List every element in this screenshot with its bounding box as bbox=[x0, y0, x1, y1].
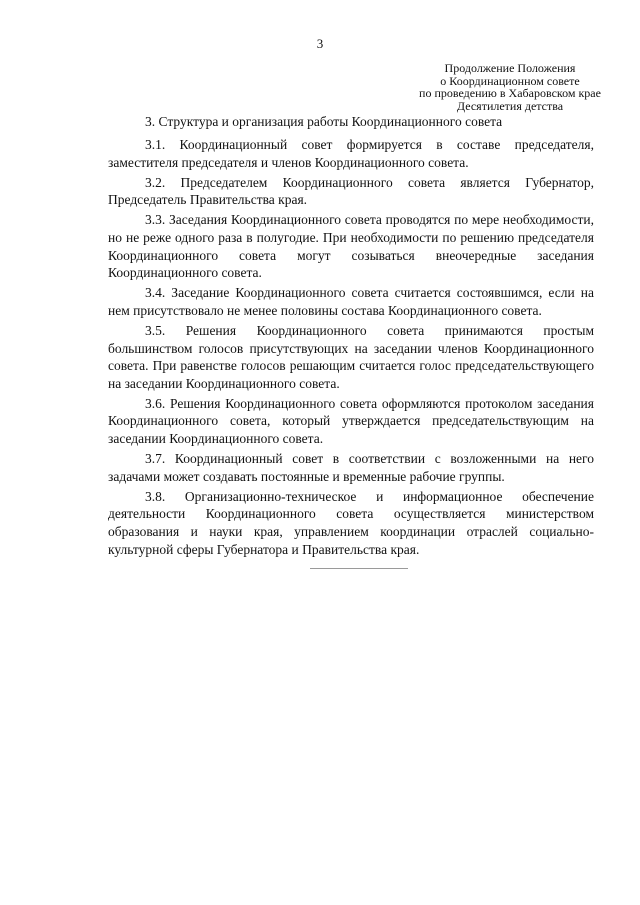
header-line: Десятилетия детства bbox=[456, 98, 564, 113]
end-divider bbox=[310, 568, 408, 569]
paragraph-3-5: 3.5. Решения Координационного совета принимаются простым большинством голосов присутствующих на заседании членов Координационного совета. При равенстве голосов решающим считается голос председательствующего на заседании Координационного совета. bbox=[108, 322, 594, 391]
section-body bbox=[108, 136, 594, 561]
paragraph-3-3: 3.3. Заседания Координационного совета проводятся по мере необходимости, но не реже одного раза в полугодие. При необходимости по решению председателя Координационного совета могут созываться внеочередные заседания Координационного совета. bbox=[108, 212, 594, 281]
page-number: 3 bbox=[316, 36, 324, 51]
header-line: Продолжение Положения bbox=[444, 61, 576, 75]
section-heading: 3. Структура и организация работы Координационного совета bbox=[145, 114, 503, 129]
header-line: по проведению в Хабаровском крае bbox=[419, 86, 601, 100]
document-header bbox=[400, 62, 620, 112]
paragraph-3-7: 3.7. Координационный совет в соответствии с возложенными на него задачами может создавать постоянные и временные рабочие группы. bbox=[108, 451, 594, 484]
paragraph-3-6: 3.6. Решения Координационного совета оформляются протоколом заседания Координационного совета, который утверждается председательствующим на заседании Координационного совета. bbox=[108, 395, 594, 446]
paragraph-3-8: 3.8. Организационно-техническое и информационное обеспечение деятельности Координационного совета осуществляется министерством образования и науки края, управлением координации отраслей социально-культурной сферы Губернатора и Правительства края. bbox=[108, 488, 594, 557]
paragraph-3-2: 3.2. Председателем Координационного совета является Губернатор, Председатель Правительства края. bbox=[108, 174, 594, 208]
paragraph-3-1: 3.1. Координационный совет формируется в составе председателя, заместителя председателя и членов Координационного совета. bbox=[108, 137, 594, 170]
paragraph-3-4: 3.4. Заседание Координационного совета считается состоявшимся, если на нем присутствовало не менее половины состава Координационного совета. bbox=[108, 285, 594, 318]
header-line: о Координационном совете bbox=[440, 73, 580, 88]
